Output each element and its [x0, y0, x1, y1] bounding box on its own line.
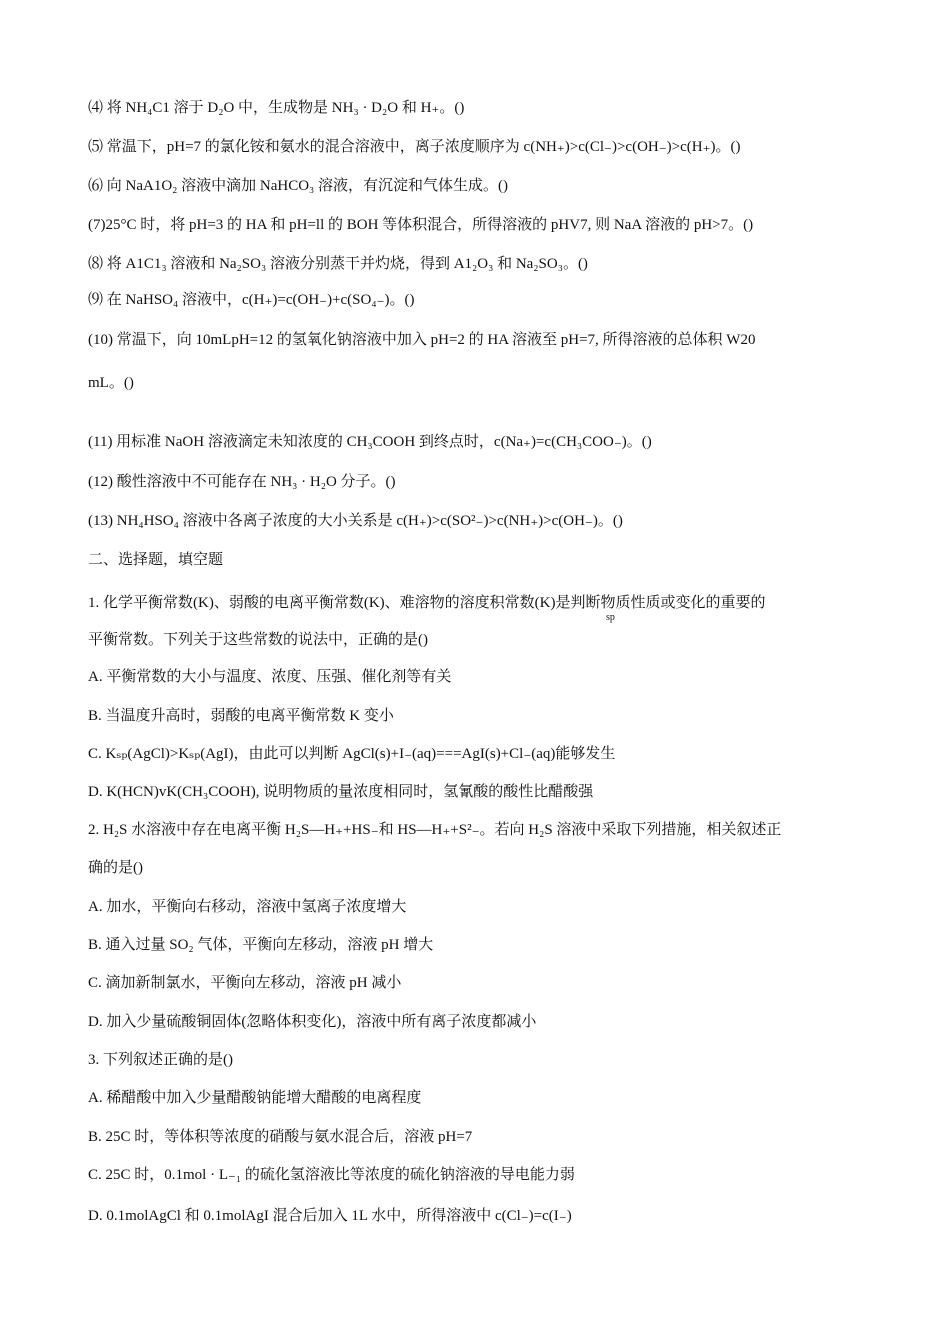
statement-8: ⑻ 将 A1C1₃ 溶液和 Na₂SO₃ 溶液分别蒸干并灼烧，得到 A1₂O₃ 和 Na₂SO₃。() — [88, 256, 588, 272]
q3-option-a: A. 稀醋酸中加入少量醋酸钠能增大醋酸的电离程度 — [88, 1090, 422, 1106]
statement-13: (13) NH₄HSO₄ 溶液中各离子浓度的大小关系是 c(H₊)>c(SO²₋)>c(NH₊)>c(OH₋)。() — [88, 513, 623, 529]
q1-option-c: C. Kₛₚ(AgCl)>Kₛₚ(AgI)，由此可以判断 AgCl(s)+I₋(aq)===AgI(s)+Cl₋(aq)能够发生 — [88, 746, 616, 762]
question-3: 3. 下列叙述正确的是() — [88, 1052, 233, 1068]
statement-10-cont: mL。() — [88, 375, 134, 391]
q3-option-b: B. 25C 时，等体积等浓度的硝酸与氨水混合后，溶液 pH=7 — [88, 1129, 473, 1145]
question-1-cont: 平衡常数。下列关于这些常数的说法中，正确的是() — [88, 632, 428, 648]
statement-9: ⑼ 在 NaHSO₄ 溶液中，c(H₊)=c(OH₋)+c(SO₄₋)。() — [88, 292, 415, 308]
q3-option-d: D. 0.1molAgCl 和 0.1molAgI 混合后加入 1L 水中，所得溶液中 c(Cl₋)=c(I₋) — [88, 1208, 572, 1224]
q1-option-b: B. 当温度升高时，弱酸的电离平衡常数 K 变小 — [88, 708, 394, 724]
statement-12: (12) 酸性溶液中不可能存在 NH₃ · H₂O 分子。() — [88, 474, 396, 490]
question-2-cont: 确的是() — [88, 860, 143, 876]
question-2: 2. H₂S 水溶液中存在电离平衡 H₂S—H₊+HS₋和 HS—H₊+S²₋。若向 H₂S 溶液中采取下列措施，相关叙述正 — [88, 822, 782, 838]
question-1: 1. 化学平衡常数(K)、弱酸的电离平衡常数(K)、难溶物的溶度积常数(K)是判断物质性质或变化的重要的 — [88, 595, 766, 611]
q1-option-d: D. K(HCN)vK(CH₃COOH), 说明物质的量浓度相同时，氢氰酸的酸性比醋酸强 — [88, 784, 594, 800]
q2-option-a: A. 加水，平衡向右移动，溶液中氢离子浓度增大 — [88, 899, 407, 915]
statement-5: ⑸ 常温下，pH=7 的氯化铵和氨水的混合溶液中，离子浓度顺序为 c(NH₊)>c(Cl₋)>c(OH₋)>c(H₊)。() — [88, 139, 741, 155]
statement-10: (10) 常温下，向 10mLpH=12 的氢氧化钠溶液中加入 pH=2 的 HA 溶液至 pH=7, 所得溶液的总体积 W20 — [88, 332, 756, 348]
statement-6: ⑹ 向 NaA1O₂ 溶液中滴加 NaHCO₃ 溶液，有沉淀和气体生成。() — [88, 178, 509, 194]
q3-option-c: C. 25C 时，0.1mol · L₋₁ 的硫化氢溶液比等浓度的硫化钠溶液的导电能力弱 — [88, 1167, 575, 1183]
q2-option-b: B. 通入过量 SO₂ 气体，平衡向左移动，溶液 pH 增大 — [88, 937, 434, 953]
statement-11: (11) 用标准 NaOH 溶液滴定未知浓度的 CH₃COOH 到终点时，c(Na₊)=c(CH₃COO₋)。() — [88, 434, 652, 450]
q1-option-a: A. 平衡常数的大小与温度、浓度、压强、催化剂等有关 — [88, 669, 452, 685]
q2-option-d: D. 加入少量硫酸铜固体(忽略体积变化)，溶液中所有离子浓度都减小 — [88, 1014, 537, 1030]
statement-4: ⑷ 将 NH₄C1 溶于 D₂O 中，生成物是 NH₃ · D₂O 和 H₊。() — [88, 100, 465, 116]
statement-7: (7)25°C 时，将 pH=3 的 HA 和 pH=ll 的 BOH 等体积混合，所得溶液的 pHV7, 则 NaA 溶液的 pH>7。() — [88, 217, 754, 233]
q2-option-c: C. 滴加新制氯水，平衡向左移动，溶液 pH 减小 — [88, 975, 402, 991]
ksp-subscript: sp — [606, 612, 615, 623]
section-heading: 二、选择题，填空题 — [88, 552, 224, 568]
